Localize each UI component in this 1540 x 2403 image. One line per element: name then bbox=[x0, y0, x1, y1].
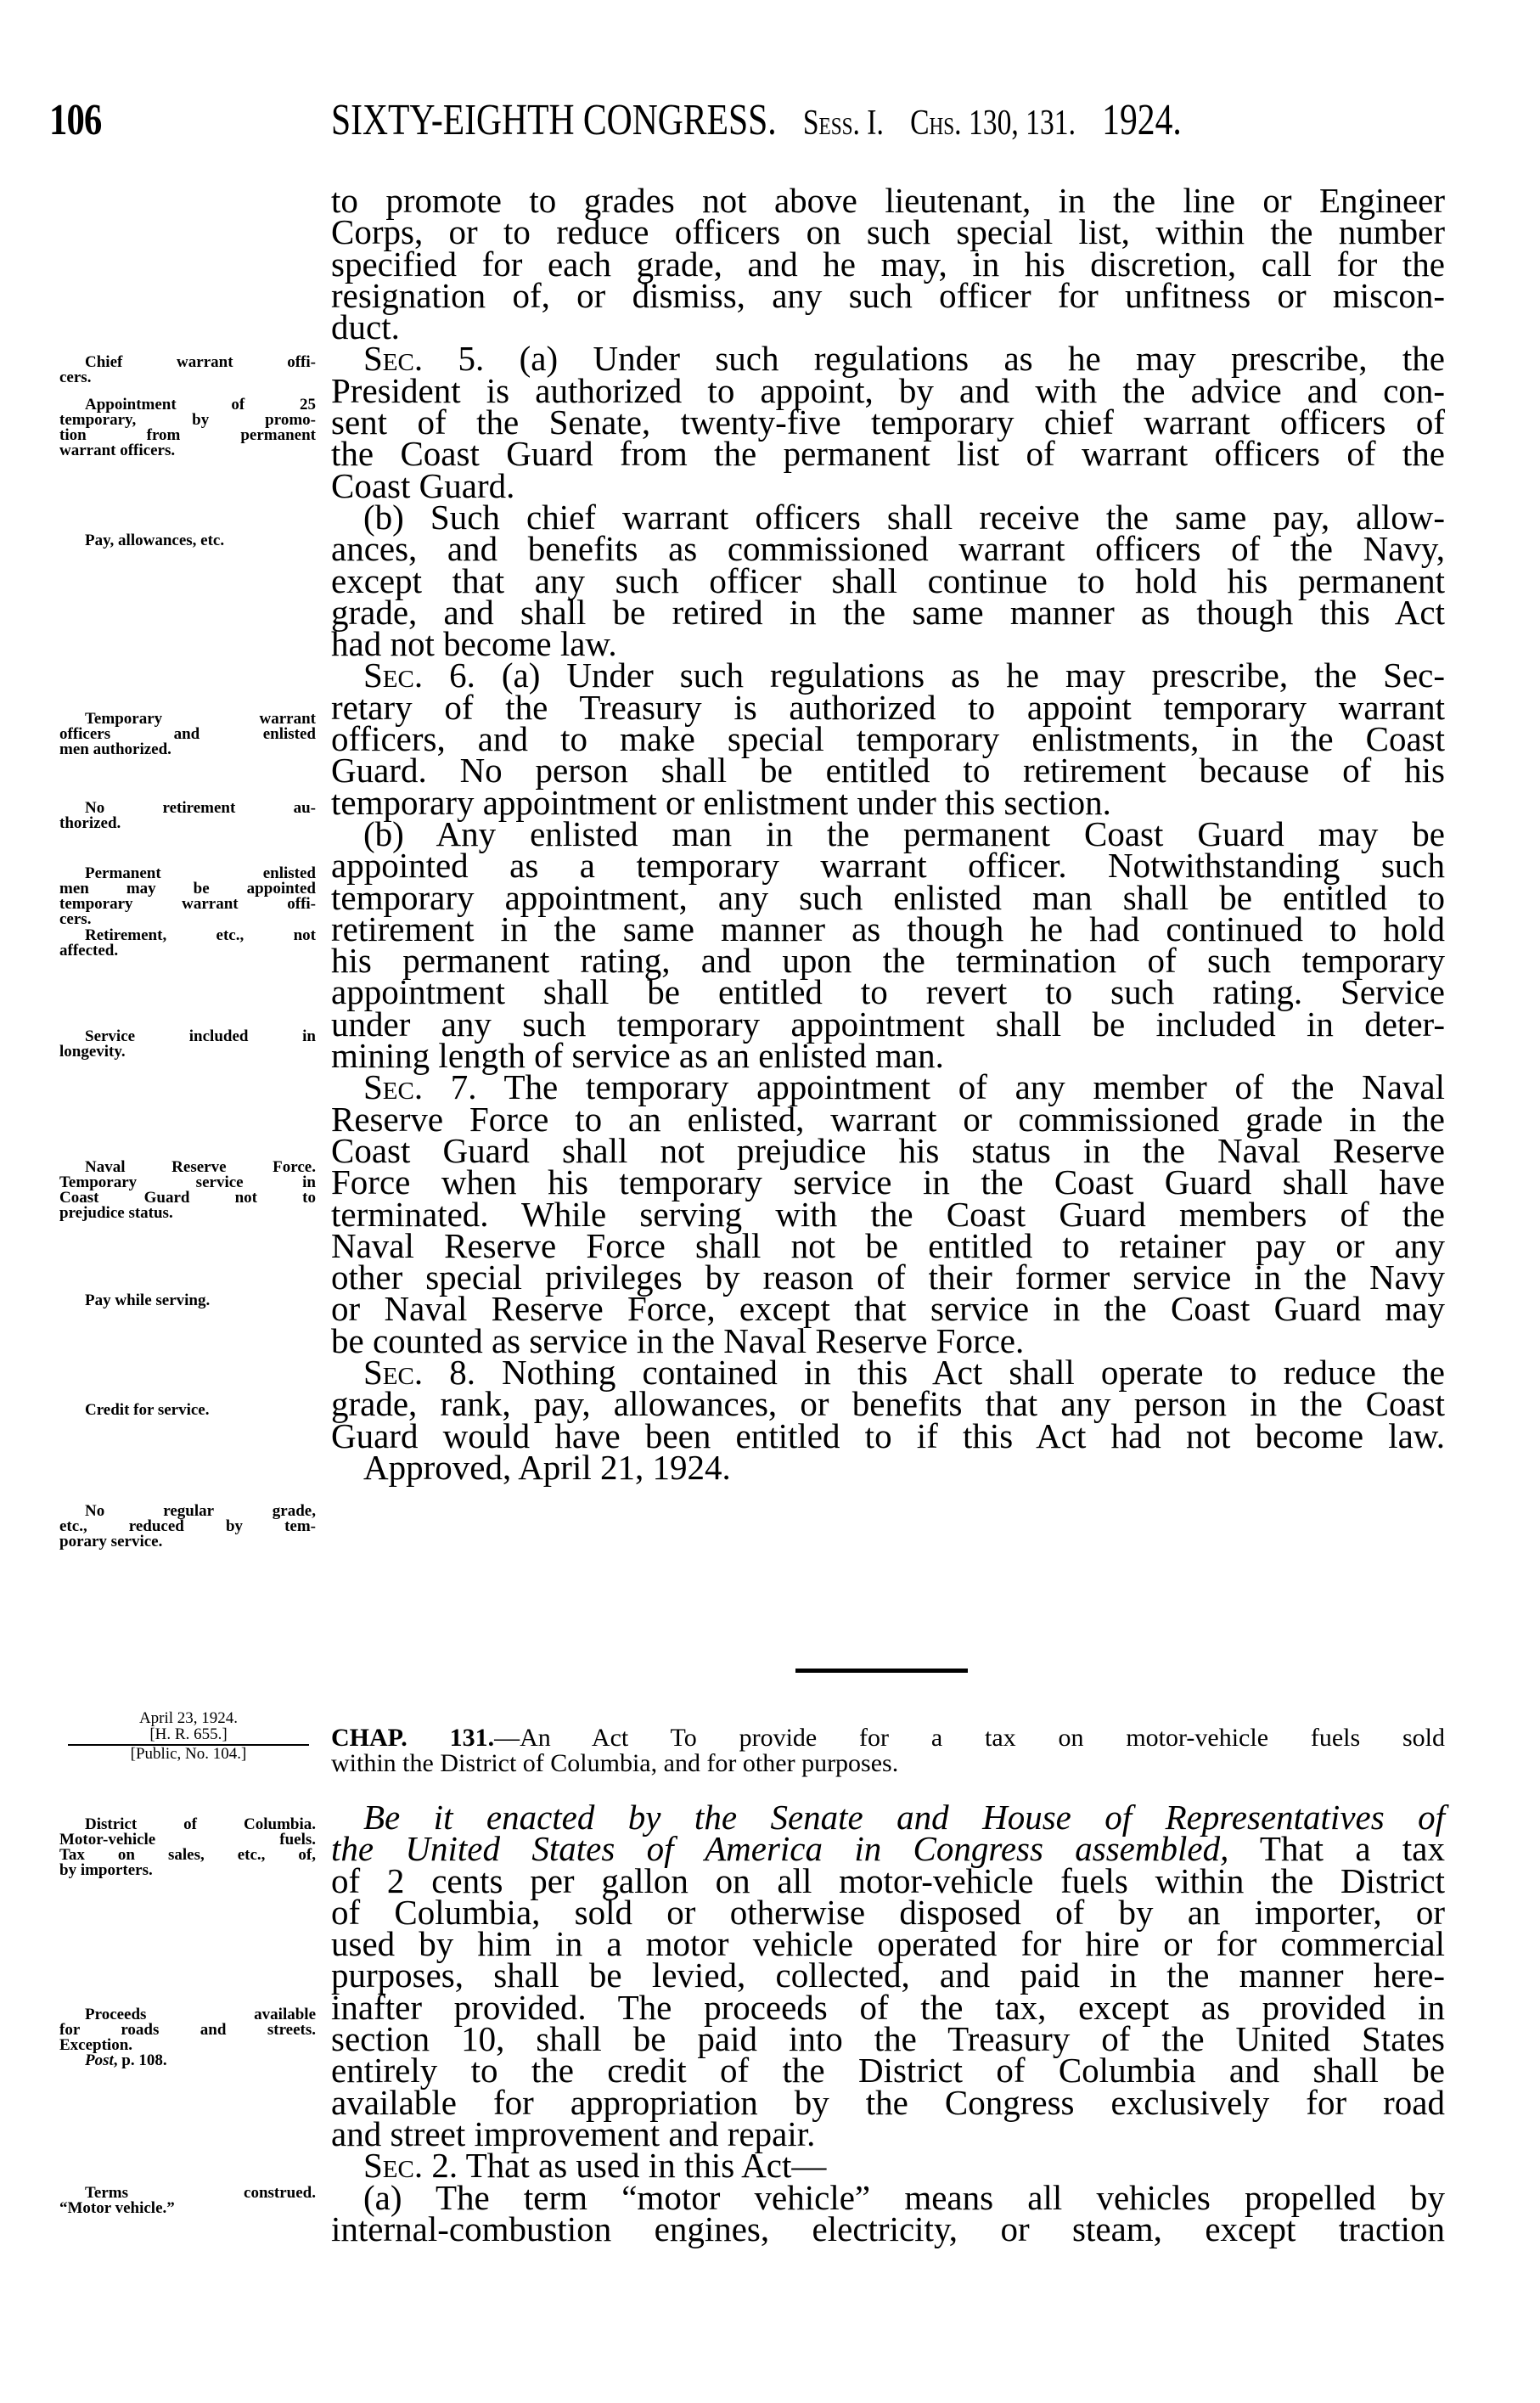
text-line: internal-combustion engines, electricity, or steam, except traction bbox=[331, 2209, 1445, 2248]
text-line: of 2 cents per gallon on all motor-vehicle fuels within the District bbox=[331, 1860, 1445, 1900]
margin-note-credit-for-service bbox=[59, 1403, 316, 1418]
margin-note-line: Temporary service in bbox=[59, 1173, 316, 1191]
chapter-title-line-2: within the District of Columbia, and for other purposes. bbox=[331, 1749, 899, 1777]
text-line: the Coast Guard from the permanent list of warrant officers of the bbox=[331, 434, 1445, 474]
text-line: resignation of, or dismiss, any such officer for unfitness or miscon- bbox=[331, 275, 1445, 315]
enacting-clause-text: Be it enacted by the Senate and House of Representatives of bbox=[363, 1798, 1445, 1837]
margin-note-line: Retirement, etc., not bbox=[85, 926, 316, 944]
text-line: temporary appointment, any such enlisted man shall be entitled to bbox=[331, 877, 1445, 917]
text-line: be counted as service in the Naval Reserve Force. bbox=[331, 1320, 1025, 1360]
margin-note-no-retirement bbox=[59, 801, 316, 831]
section-label: Sec. bbox=[363, 1067, 424, 1107]
text-line: used by him in a motor vehicle operated for hire or for commercial bbox=[331, 1924, 1445, 1964]
margin-note-line: Tax on sales, etc., of, bbox=[59, 1846, 316, 1864]
text-line: specified for each grade, and he may, in his discretion, call for the bbox=[331, 244, 1445, 284]
margin-note-line: “Motor vehicle.” bbox=[59, 2199, 175, 2217]
section-label: Sec. bbox=[363, 656, 424, 695]
margin-note-proceeds-available bbox=[59, 2007, 316, 2068]
text-line: Guard would have been entitled to if this Act had not become law. bbox=[331, 1415, 1445, 1455]
margin-note-line: temporary, by promo- bbox=[59, 411, 316, 429]
text-line: appointed as a temporary warrant officer. Notwithstanding such bbox=[331, 846, 1445, 886]
margin-note-line: Service included in bbox=[85, 1027, 316, 1045]
bill-number: [H. R. 655.] bbox=[149, 1725, 228, 1743]
chapter-131-body bbox=[331, 1798, 1446, 2248]
page-number: 106 bbox=[49, 96, 102, 144]
margin-note-line: Post, p. 108. bbox=[85, 2051, 167, 2069]
text-line: had not become law. bbox=[331, 624, 617, 664]
enacting-clause-rest: That a tax bbox=[1228, 1829, 1446, 1869]
chapter-separator-rule bbox=[795, 1669, 968, 1673]
chapters-label: Chs. 130, 131. bbox=[910, 104, 1076, 143]
text-line: under any such temporary appointment shall be included in deter- bbox=[331, 1004, 1445, 1044]
margin-note-chief-warrant-officers bbox=[59, 355, 316, 385]
margin-note-service-longevity bbox=[59, 1029, 316, 1060]
margin-note-line: Terms construed. bbox=[85, 2184, 316, 2202]
margin-note-district-of-columbia bbox=[59, 1817, 316, 1878]
margin-note-line: Credit for service. bbox=[85, 1401, 210, 1419]
margin-note-line: Temporary warrant bbox=[85, 710, 316, 728]
text-line: Reserve Force to an enlisted, warrant or commissioned grade in the bbox=[331, 1099, 1445, 1139]
margin-note-line: porary service. bbox=[59, 1533, 163, 1550]
margin-note-line: warrant officers. bbox=[59, 442, 176, 459]
margin-note-retirement-not-affected bbox=[59, 928, 316, 959]
margin-note-terms-construed bbox=[59, 2186, 316, 2216]
approval-date: April 23, 1924. bbox=[138, 1709, 239, 1727]
text-line: grade, and shall be retired in the same manner as though this Act bbox=[331, 592, 1445, 632]
text-line: (b) Any enlisted man in the permanent Coast Guard may be bbox=[363, 813, 1445, 853]
chapter-130-body bbox=[331, 181, 1445, 1487]
margin-note-line: Permanent enlisted bbox=[85, 864, 316, 882]
margin-note-temporary-warrant-officers bbox=[59, 712, 316, 757]
margin-note-line: prejudice status. bbox=[59, 1204, 173, 1222]
public-law-number: [Public, No. 104.] bbox=[130, 1745, 247, 1763]
margin-note-line: Proceeds available bbox=[85, 2006, 316, 2023]
text-line: Force when his temporary service in the Coast Guard shall have bbox=[331, 1162, 1445, 1202]
text-line: his permanent rating, and upon the termination of such temporary bbox=[331, 941, 1445, 981]
text-line: entirely to the credit of the District of Columbia and shall be bbox=[331, 2051, 1445, 2091]
enacting-clause-italic: the United States of America in Congress assembled, bbox=[331, 1829, 1229, 1869]
section-label: Sec. bbox=[363, 1352, 424, 1392]
text-line: and street improvement and repair. bbox=[331, 2113, 816, 2153]
text-line: temporary appointment or enlistment under this section. bbox=[331, 782, 1111, 822]
text-line: section 10, shall be paid into the Treasury of the United States bbox=[331, 2019, 1445, 2059]
chapter-title-line-1: —An Act To provide for a tax on motor-vehicle fuels sold bbox=[494, 1724, 1445, 1752]
margin-note-line: affected. bbox=[59, 942, 119, 960]
text-line: Coast Guard. bbox=[331, 465, 515, 505]
text-line: retary of the Treasury is authorized to appoint temporary warrant bbox=[331, 687, 1445, 727]
text-line: Sec. 7. The temporary appointment of any member of the Naval bbox=[363, 1067, 1445, 1107]
margin-note-line: Motor-vehicle fuels. bbox=[59, 1831, 316, 1849]
margin-note-line: men may be appointed bbox=[59, 880, 316, 898]
text-line: grade, rank, pay, allowances, or benefits that any person in the Coast bbox=[331, 1384, 1445, 1424]
margin-note-line: Chief warrant offi- bbox=[85, 353, 316, 371]
text-line: sent of the Senate, twenty-five temporary chief warrant officers of bbox=[331, 402, 1445, 442]
text-line: Coast Guard shall not prejudice his status in the Naval Reserve bbox=[331, 1130, 1445, 1170]
margin-note-line: temporary warrant offi- bbox=[59, 895, 316, 913]
text-line: officers, and to make special temporary enlistments, in the Coast bbox=[331, 719, 1445, 759]
margin-note-line: Appointment of 25 bbox=[85, 396, 316, 414]
year-label: 1924. bbox=[1102, 96, 1182, 144]
text-line: or Naval Reserve Force, except that service in the Coast Guard may bbox=[331, 1289, 1445, 1329]
text-line: available for appropriation by the Congress exclusively for road bbox=[331, 2082, 1445, 2122]
margin-note-pay-while-serving bbox=[59, 1293, 316, 1308]
text-line: Sec. 8. Nothing contained in this Act shall operate to reduce the bbox=[363, 1352, 1445, 1392]
margin-note-naval-reserve-force bbox=[59, 1160, 316, 1221]
margin-note-line: Pay while serving. bbox=[85, 1292, 211, 1309]
margin-note-line: No retirement au- bbox=[85, 799, 316, 817]
margin-note-line: cers. bbox=[59, 910, 92, 928]
margin-note-line: by importers. bbox=[59, 1861, 153, 1879]
chapter-131-citation bbox=[61, 1710, 316, 1762]
running-head bbox=[331, 95, 1182, 145]
text-line: inafter provided. The proceeds of the tax, except as provided in bbox=[331, 1987, 1445, 2027]
margin-note-line: officers and enlisted bbox=[59, 725, 316, 743]
chapter-131-title bbox=[331, 1725, 1445, 1776]
margin-note-line: Coast Guard not to bbox=[59, 1189, 316, 1207]
text-line: mining length of service as an enlisted man. bbox=[331, 1036, 944, 1076]
text-line: (a) The term “motor vehicle” means all vehicles propelled by bbox=[363, 2177, 1445, 2217]
chapter-label: CHAP. 131. bbox=[331, 1724, 495, 1752]
text-line: retirement in the same manner as though he had continued to hold bbox=[331, 909, 1445, 948]
text-line: terminated. While serving with the Coast Guard members of the bbox=[331, 1194, 1445, 1234]
margin-note-line: etc., reduced by tem- bbox=[59, 1517, 316, 1535]
text-line: appointment shall be entitled to revert to such rating. Service bbox=[331, 972, 1445, 1012]
margin-note-pay-allowances bbox=[59, 533, 316, 549]
margin-note-line: cers. bbox=[59, 369, 92, 386]
section-label: Sec. bbox=[363, 339, 424, 379]
text-line: ances, and benefits as commissioned warrant officers of the Navy, bbox=[331, 529, 1445, 569]
chapter-131-lines bbox=[331, 1860, 1445, 2248]
margin-note-line: District of Columbia. bbox=[85, 1815, 316, 1833]
congress-title: SIXTY-EIGHTH CONGRESS. bbox=[331, 96, 777, 144]
margin-note-line: tion from permanent bbox=[59, 426, 316, 444]
text-line: Corps, or to reduce officers on such special list, within the number bbox=[331, 212, 1445, 252]
session-label: Sess. I. bbox=[802, 104, 884, 143]
text-line: Sec. 6. (a) Under such regulations as he may prescribe, the Sec- bbox=[363, 656, 1445, 695]
margin-note-line: thorized. bbox=[59, 814, 121, 832]
margin-note-line: for roads and streets. bbox=[59, 2021, 316, 2039]
margin-note-line: men authorized. bbox=[59, 740, 171, 758]
text-line: other special privileges by reason of their former service in the Navy bbox=[331, 1258, 1445, 1297]
margin-note-permanent-enlisted bbox=[59, 866, 316, 927]
text-line: except that any such officer shall continue to hold his permanent bbox=[331, 560, 1445, 600]
section-label: Sec. bbox=[363, 2146, 424, 2186]
margin-note-no-regular-grade bbox=[59, 1504, 316, 1550]
text-line: Guard. No person shall be entitled to retirement because of his bbox=[331, 751, 1445, 791]
text-line: Sec. 2. That as used in this Act— bbox=[363, 2146, 827, 2186]
margin-note-line: Naval Reserve Force. bbox=[85, 1158, 316, 1176]
enacting-clause-line-2 bbox=[331, 1829, 1446, 1869]
margin-note-line: No regular grade, bbox=[85, 1502, 316, 1520]
text-line: to promote to grades not above lieutenant, in the line or Engineer bbox=[331, 181, 1445, 220]
margin-note-line: Pay, allowances, etc. bbox=[85, 532, 225, 549]
text-line: of Columbia, sold or otherwise disposed of by an importer, or bbox=[331, 1892, 1445, 1932]
text-line: Approved, April 21, 1924. bbox=[363, 1447, 731, 1487]
text-line: Naval Reserve Force shall not be entitled to retainer pay or any bbox=[331, 1225, 1445, 1265]
text-line: duct. bbox=[331, 307, 400, 347]
text-line: President is authorized to appoint, by and with the advice and con- bbox=[331, 370, 1445, 410]
text-line: purposes, shall be levied, collected, and paid in the manner here- bbox=[331, 1956, 1445, 1995]
text-line: (b) Such chief warrant officers shall receive the same pay, allow- bbox=[363, 497, 1445, 537]
margin-note-line: longevity. bbox=[59, 1043, 126, 1061]
text-line: Sec. 5. (a) Under such regulations as he may prescribe, the bbox=[363, 339, 1445, 379]
margin-note-line: Exception. bbox=[59, 2036, 133, 2054]
margin-note-appointment-of-25 bbox=[59, 397, 316, 459]
